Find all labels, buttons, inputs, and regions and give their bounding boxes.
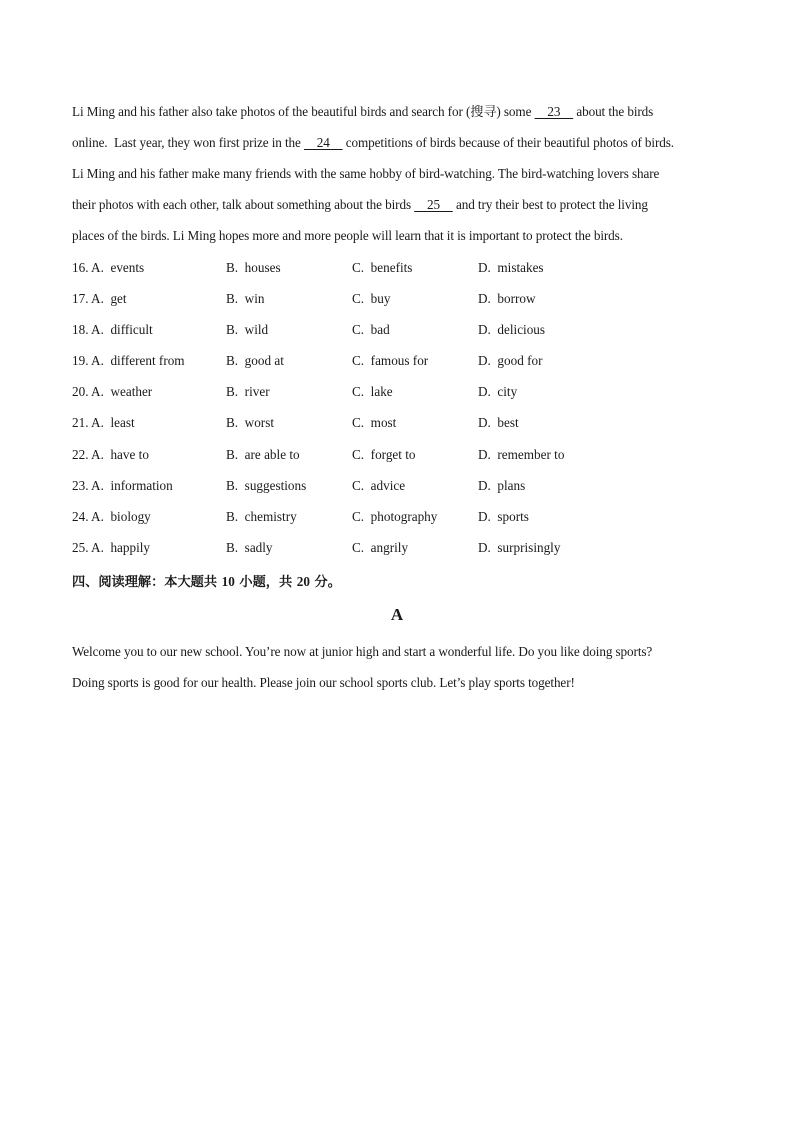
option-row bbox=[72, 408, 732, 439]
passage-text: competitions of birds because of their beautiful photos of birds. bbox=[342, 135, 675, 150]
answer-options bbox=[72, 253, 732, 564]
passage-line bbox=[72, 191, 732, 222]
option-row bbox=[72, 253, 732, 284]
section-suffix: 分。 bbox=[309, 575, 341, 590]
point-total: 20 bbox=[296, 574, 310, 589]
option-row bbox=[72, 315, 732, 346]
option-a: 17. A. get bbox=[72, 291, 127, 307]
option-row bbox=[72, 502, 732, 533]
option-d: D. surprisingly bbox=[478, 539, 561, 555]
option-c: C. lake bbox=[352, 384, 393, 400]
option-a: 16. A. events bbox=[72, 260, 145, 275]
passage-text: their photos with each other, talk about something about the birds bbox=[72, 197, 415, 212]
passage-line: Doing sports is good for our health. Please join our school sports club. Let’s play sports together! bbox=[72, 675, 575, 690]
option-c: C. famous for bbox=[352, 353, 429, 369]
option-c: C. most bbox=[352, 415, 397, 431]
option-b: B. river bbox=[226, 384, 270, 400]
option-a: 20. A. weather bbox=[72, 384, 153, 400]
option-row bbox=[72, 440, 732, 471]
option-a: 23. A. information bbox=[72, 477, 173, 493]
option-b: B. houses bbox=[226, 260, 281, 275]
blank-24: 24 bbox=[303, 135, 343, 150]
option-d: D. mistakes bbox=[478, 260, 544, 275]
option-d: D. good for bbox=[478, 353, 543, 369]
option-row bbox=[72, 377, 732, 408]
option-d: D. delicious bbox=[478, 322, 546, 338]
option-b: B. are able to bbox=[226, 446, 300, 462]
passage-text: Li Ming and his father also take photos of the beautiful birds and search for (搜寻) some bbox=[72, 104, 532, 119]
cloze-passage bbox=[72, 98, 732, 253]
passage-text: about the birds bbox=[573, 104, 654, 119]
passage-line: Welcome you to our new school. You’re now at junior high and start a wonderful life. Do you like doing sports? bbox=[72, 644, 653, 659]
section-prefix: 四、阅读理解：本大题共 bbox=[72, 575, 222, 590]
option-row bbox=[72, 533, 732, 564]
option-a: 25. A. happily bbox=[72, 539, 151, 555]
reading-passage-a bbox=[72, 638, 732, 700]
option-c: C. angrily bbox=[352, 539, 409, 555]
option-b: B. win bbox=[226, 291, 265, 307]
question-count: 10 bbox=[221, 574, 235, 589]
option-row bbox=[72, 346, 732, 377]
option-row bbox=[72, 284, 732, 315]
option-d: D. best bbox=[478, 415, 519, 431]
option-d: D. plans bbox=[478, 477, 526, 493]
option-c: C. benefits bbox=[352, 260, 413, 275]
option-b: B. good at bbox=[226, 353, 284, 369]
option-c: C. photography bbox=[352, 508, 438, 524]
option-b: B. suggestions bbox=[226, 477, 307, 493]
passage-title: A bbox=[390, 605, 404, 624]
option-d: D. sports bbox=[478, 508, 529, 524]
blank-23: 23 bbox=[534, 104, 574, 119]
blank-25: 25 bbox=[414, 197, 453, 212]
option-b: B. chemistry bbox=[226, 508, 297, 524]
option-a: 18. A. difficult bbox=[72, 322, 153, 338]
option-a: 21. A. least bbox=[72, 415, 135, 431]
option-c: C. forget to bbox=[352, 446, 416, 462]
option-a: 19. A. different from bbox=[72, 353, 185, 369]
section-heading bbox=[72, 571, 341, 590]
passage-text: online. Last year, they won first prize in the bbox=[72, 135, 304, 150]
option-b: B. wild bbox=[226, 322, 269, 338]
passage-line: places of the birds. Li Ming hopes more and more people will learn that it is important to protect the birds. bbox=[72, 228, 623, 243]
option-c: C. advice bbox=[352, 477, 406, 493]
option-d: D. remember to bbox=[478, 446, 565, 462]
passage-line: Li Ming and his father make many friends with the same hobby of bird-watching. The bird-watching lovers share bbox=[72, 166, 660, 181]
passage-text: and try their best to protect the living bbox=[452, 197, 648, 212]
passage-line bbox=[72, 98, 732, 129]
passage-line bbox=[72, 129, 732, 160]
option-a: 22. A. have to bbox=[72, 446, 149, 462]
option-c: C. buy bbox=[352, 291, 391, 307]
option-b: B. sadly bbox=[226, 539, 273, 555]
option-d: D. borrow bbox=[478, 291, 536, 307]
option-row bbox=[72, 471, 732, 502]
section-middle: 小题，共 bbox=[234, 575, 297, 590]
option-a: 24. A. biology bbox=[72, 508, 151, 524]
option-b: B. worst bbox=[226, 415, 274, 431]
option-d: D. city bbox=[478, 384, 518, 400]
option-c: C. bad bbox=[352, 322, 390, 338]
